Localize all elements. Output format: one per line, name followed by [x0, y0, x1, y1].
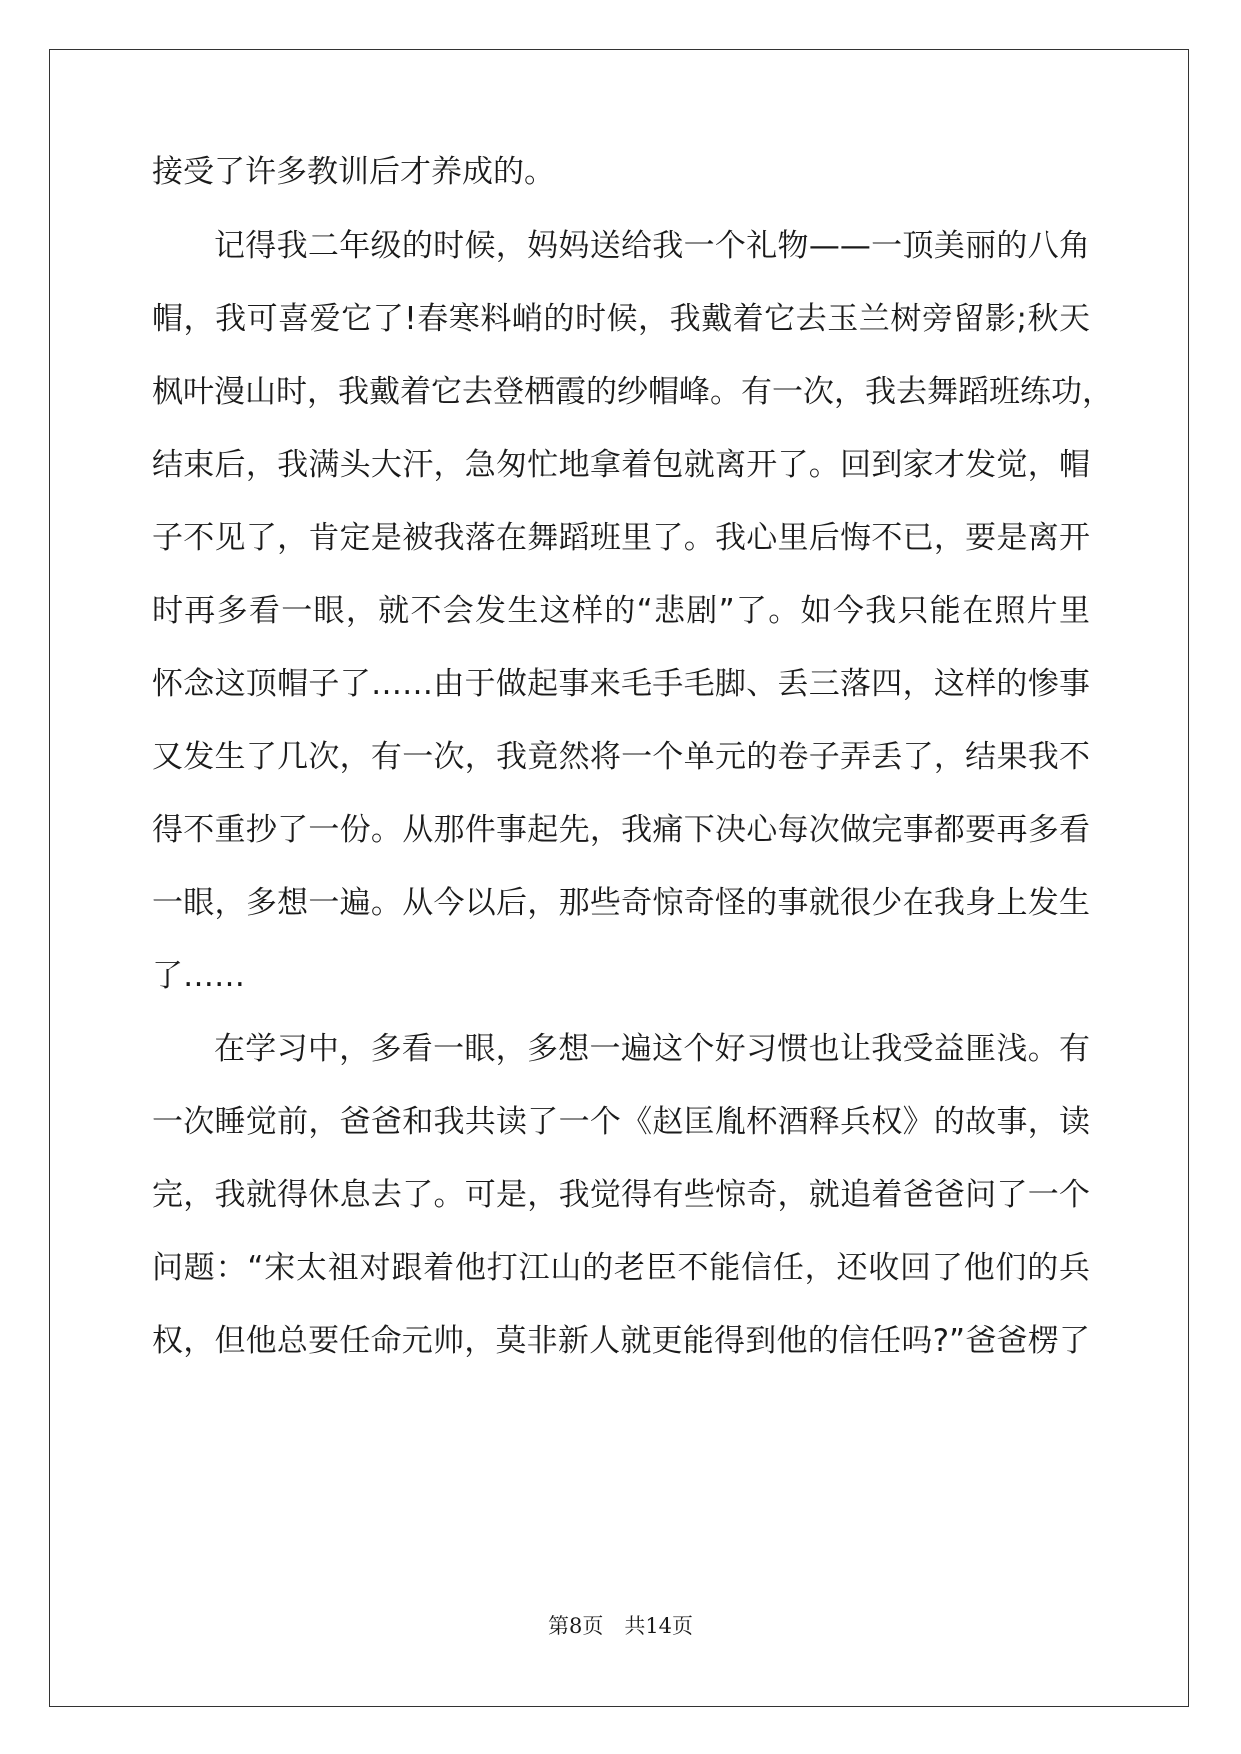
- body-text-line: 记得我二年级的时候，妈妈送给我一个礼物——一顶美丽的八角: [214, 228, 1090, 264]
- body-text-line: 怀念这顶帽子了……由于做起事来毛手毛脚、丢三落四，这样的惨事: [152, 666, 1090, 702]
- body-text-line: 枫叶漫山时，我戴着它去登栖霞的纱帽峰。有一次，我去舞蹈班练功，: [152, 374, 1113, 410]
- body-text-line: 一次睡觉前，爸爸和我共读了一个《赵匡胤杯酒释兵权》的故事，读: [152, 1104, 1090, 1140]
- body-text-line: 权，但他总要任命元帅，莫非新人就更能得到他的信任吗?”爸爸楞了: [152, 1323, 1090, 1359]
- page-number-footer: 第8页 共14页: [547, 1614, 694, 1638]
- body-text-line: 了……: [152, 958, 245, 994]
- body-text-line: 时再多看一眼，就不会发生这样的“悲剧”了。如今我只能在照片里: [152, 593, 1090, 629]
- body-text-line: 帽，我可喜爱它了!春寒料峭的时候，我戴着它去玉兰树旁留影;秋天: [152, 301, 1090, 337]
- body-text-line: 又发生了几次，有一次，我竟然将一个单元的卷子弄丢了，结果我不: [152, 739, 1090, 775]
- body-text-line: 结束后，我满头大汗，急匆忙地拿着包就离开了。回到家才发觉，帽: [152, 447, 1090, 483]
- body-text-line: 完，我就得休息去了。可是，我觉得有些惊奇，就追着爸爸问了一个: [152, 1177, 1090, 1213]
- body-text-line: 子不见了，肯定是被我落在舞蹈班里了。我心里后悔不已，要是离开: [152, 520, 1090, 556]
- body-text-line: 一眼，多想一遍。从今以后，那些奇惊奇怪的事就很少在我身上发生: [152, 885, 1090, 921]
- body-text-line: 问题：“宋太祖对跟着他打江山的老臣不能信任，还收回了他们的兵: [152, 1250, 1090, 1286]
- body-text-line: 接受了许多教训后才养成的。: [152, 154, 555, 190]
- body-text-line: 在学习中，多看一眼，多想一遍这个好习惯也让我受益匪浅。有: [214, 1031, 1090, 1067]
- body-text-line: 得不重抄了一份。从那件事起先，我痛下决心每次做完事都要再多看: [152, 812, 1090, 848]
